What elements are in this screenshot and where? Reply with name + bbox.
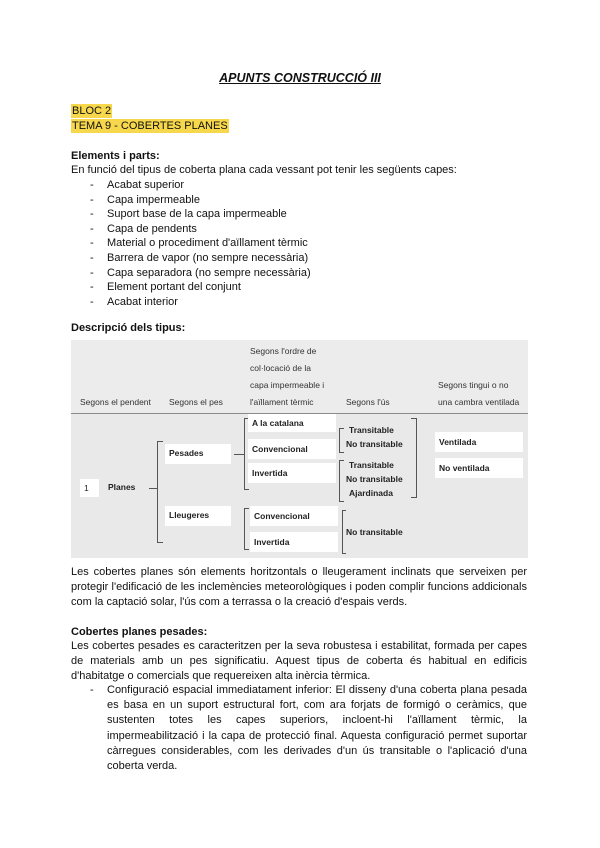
bracket-line xyxy=(244,418,245,490)
bracket-line xyxy=(157,542,163,543)
list-item: - Capa separadora (no sempre necessària) xyxy=(90,266,311,279)
bracket-line xyxy=(157,441,158,543)
list-item: - Acabat superior xyxy=(90,179,185,191)
descripcio-heading: Descripció dels tipus: xyxy=(71,322,186,334)
elements-intro: En funció del tipus de coberta plana cada vessant pot tenir les següents capes: xyxy=(71,164,457,176)
header-pendent: Segons el pendent xyxy=(80,397,151,407)
no-ventilada-box: No ventilada xyxy=(435,458,523,478)
pesades-heading: Cobertes planes pesades: xyxy=(71,626,208,638)
list-item: - Acabat interior xyxy=(90,295,178,308)
bracket-line xyxy=(149,488,157,489)
header-cambra-2: una cambra ventilada xyxy=(438,397,520,407)
list-item: - Material o procediment d'aïllament tèrmic xyxy=(90,237,308,250)
bracket-line xyxy=(244,508,245,550)
lleugeres-box: Lleugeres xyxy=(165,506,231,526)
pesades-text: Les cobertes pesades es caracteritzen per la seva robustesa i estabilitat, formada per capes de materials amb un pes significatiu. Aquest tipus de coberta és habitual en edificis d'habitatge o comercials que requereixen alta inèrcia tèrmica. xyxy=(71,640,527,682)
bracket-line xyxy=(339,460,344,461)
header-cambra-1: Segons tingui o no xyxy=(438,380,509,390)
pesades-list xyxy=(90,683,527,774)
list-item: - Configuració espacial immediatament inferior: El disseny d'una coberta plana pesada es basa en un suport estructural fort, com ara forjats de formigó o ceràmics, que sustenten totes les capes superiors, incloent-hi l'aïllament tèrmic, la impermeabilització i la capa de protecció final. Aquesta configuració permet suportar càrregues considerables, com les derivades d'un ús transitable o l'aplicació d'una coberta verda. xyxy=(90,684,527,773)
header-ordre-1: Segons l'ordre de xyxy=(250,346,317,356)
no-transitable-label: No transitable xyxy=(346,474,403,484)
list-item: - Element portant del conjunt xyxy=(90,281,241,294)
bracket-line xyxy=(234,454,244,455)
paragraph-intro: Les cobertes planes són elements horitzontals o lleugerament inclinats que serveixen per protegir l'edificació de les inclemències meteorològiques i poden complir funcions addicionals com la captació solar, l'ús com a terrassa o la creació d'espais verds. xyxy=(71,566,527,608)
list-item: - Suport base de la capa impermeable xyxy=(90,208,287,221)
layers-list xyxy=(90,178,311,309)
no-transitable-lleuger-label: No transitable xyxy=(346,527,403,537)
bracket-line xyxy=(339,452,344,453)
enjardinada-label: Ajardinada xyxy=(349,488,393,498)
list-item: - Capa impermeable xyxy=(90,193,200,206)
number-box: 1 xyxy=(80,479,99,497)
invertida-lleuger-box: Invertida xyxy=(250,532,338,552)
header-ordre-3: capa impermeable i xyxy=(250,380,325,390)
bracket-line xyxy=(342,553,346,554)
no-transitable-label: No transitable xyxy=(346,439,403,449)
ventilada-box: Ventilada xyxy=(435,432,523,452)
bracket-line xyxy=(416,418,417,498)
transitable-label: Transitable xyxy=(349,425,394,435)
bracket-line xyxy=(244,508,249,509)
planes-label: Planes xyxy=(108,482,136,492)
invertida-box: Invertida xyxy=(248,463,336,483)
convencional-lleuger-box: Convencional xyxy=(250,506,338,526)
bracket-line xyxy=(339,428,340,453)
header-pes: Segons el pes xyxy=(169,397,223,407)
transitable-label: Transitable xyxy=(349,460,394,470)
bracket-line xyxy=(339,460,340,502)
catalana-box: A la catalana xyxy=(248,414,336,432)
bracket-line xyxy=(244,549,249,550)
bracket-line xyxy=(342,510,343,554)
bracket-line xyxy=(244,489,249,490)
header-us: Segons l'ús xyxy=(346,397,390,407)
header-ordre-2: col·locació de la xyxy=(250,363,311,373)
page-title: APUNTS CONSTRUCCIÓ III xyxy=(219,71,381,85)
tema-label: TEMA 9 - COBERTES PLANES xyxy=(72,120,228,132)
bracket-line xyxy=(157,441,163,442)
bloc-label: BLOC 2 xyxy=(72,105,112,117)
pesades-box: Pesades xyxy=(165,444,231,464)
list-item: - Barrera de vapor (no sempre necessària) xyxy=(90,251,309,264)
bracket-line xyxy=(411,497,416,498)
list-item: - Capa de pendents xyxy=(90,222,197,235)
header-ordre-4: l'aïllament tèrmic xyxy=(250,397,314,407)
bracket-line xyxy=(339,428,344,429)
elements-heading: Elements i parts: xyxy=(71,150,160,162)
classification-diagram xyxy=(71,340,528,558)
bracket-line xyxy=(411,418,416,419)
bracket-line xyxy=(339,501,344,502)
bracket-line xyxy=(342,510,346,511)
convencional-box: Convencional xyxy=(248,439,336,459)
